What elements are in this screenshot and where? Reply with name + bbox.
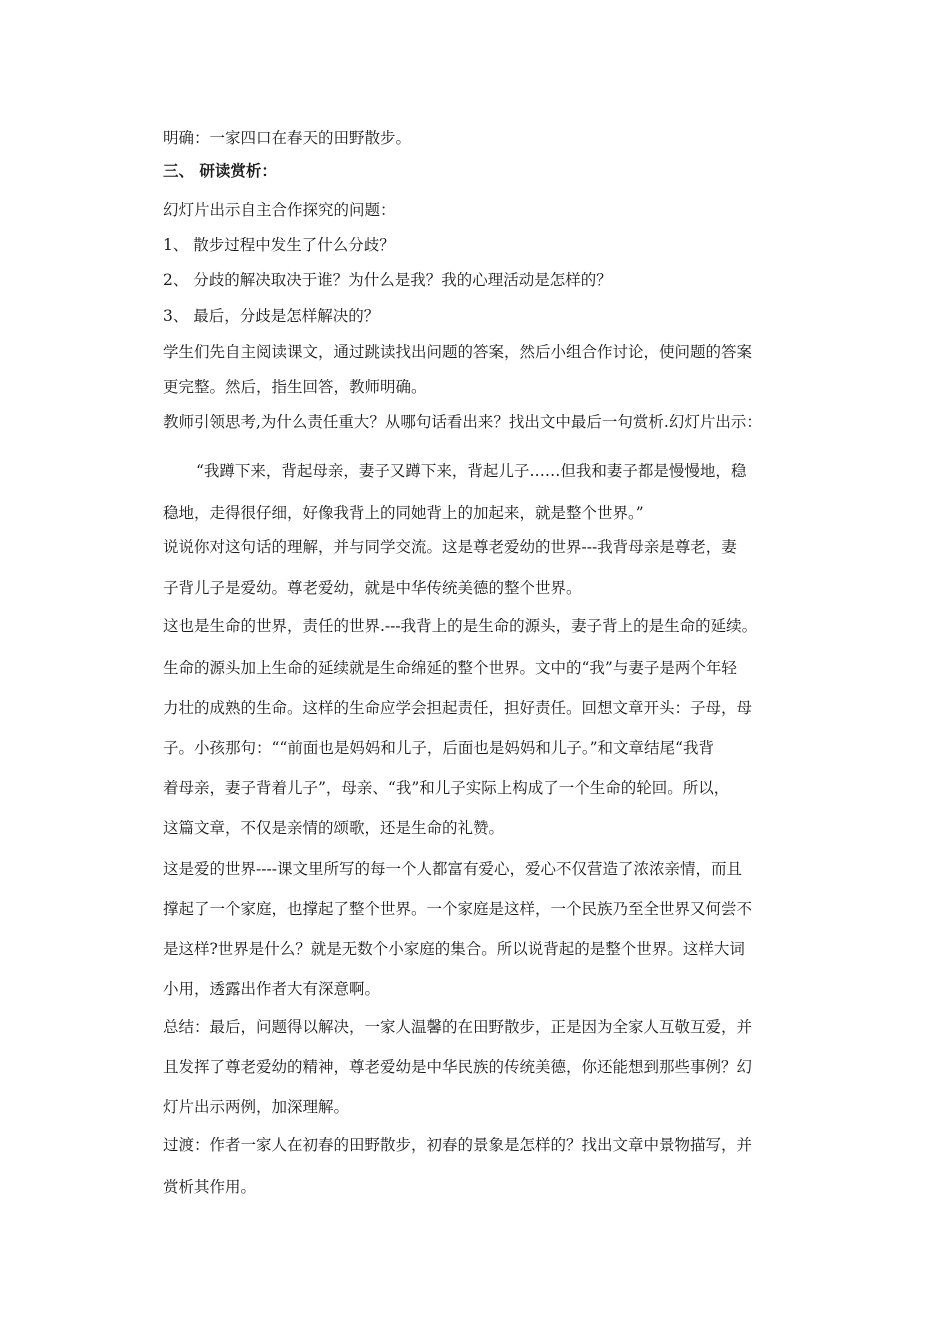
text-line: 力壮的成熟的生命。这样的生命应学会担起责任，担好责任。回想文章开头：子母，母 — [163, 699, 753, 717]
text-line: 这也是生命的世界，责任的世界.---我背上的是生命的源头，妻子背上的是生命的延续。 — [163, 617, 758, 635]
text-line: 说说你对这句话的理解，并与同学交流。这是尊老爱幼的世界---我背母亲是尊老，妻 — [163, 538, 737, 556]
text-line: 子。小孩那句：““前面也是妈妈和儿子，后面也是妈妈和儿子。”和文章结尾“我背 — [163, 739, 714, 757]
text-line: 学生们先自主阅读课文，通过跳读找出问题的答案，然后小组合作讨论，使问题的答案 — [163, 343, 753, 361]
quote-line: “我蹲下来，背起母亲，妻子又蹲下来，背起儿子……但我和妻子都是慢慢地，稳 — [196, 462, 747, 480]
text-line: 小用，透露出作者大有深意啊。 — [163, 980, 381, 998]
text-line: 过渡：作者一家人在初春的田野散步，初春的景象是怎样的？找出文章中景物描写，并 — [163, 1136, 753, 1154]
text-line: 子背儿子是爱幼。尊老爱幼，就是中华传统美德的整个世界。 — [163, 579, 582, 597]
text-line: 且发挥了尊老爱幼的精神，尊老爱幼是中华民族的传统美德，你还能想到那些事例？幻 — [163, 1058, 753, 1076]
text-line: 教师引领思考,为什么责任重大？从哪句话看出来？找出文中最后一句赏析.幻灯片出示： — [163, 413, 762, 431]
text-line: 灯片出示两例，加深理解。 — [163, 1098, 350, 1116]
text-line: 幻灯片出示自主合作探究的问题： — [163, 201, 396, 219]
list-item: 1、 散步过程中发生了什么分歧？ — [163, 236, 395, 254]
list-item: 3、 最后，分歧是怎样解决的？ — [163, 307, 380, 325]
text-line: 是这样?世界是什么？就是无数个小家庭的集合。所以说背起的是整个世界。这样大词 — [163, 940, 745, 958]
list-item: 2、 分歧的解决取决于谁？为什么是我？我的心理活动是怎样的？ — [163, 271, 612, 289]
text-line: 着母亲，妻子背着儿子”，母亲、“我”和儿子实际上构成了一个生命的轮回。所以， — [163, 779, 730, 797]
section-heading: 三、 研读赏析： — [163, 161, 277, 180]
text-line: 总结：最后，问题得以解决，一家人温馨的在田野散步，正是因为全家人互敬互爱，并 — [163, 1018, 753, 1036]
quote-line: 稳地，走得很仔细，好像我背上的同她背上的加起来，就是整个世界。” — [163, 504, 644, 522]
text-line: 赏析其作用。 — [163, 1178, 257, 1196]
text-line: 明确：一家四口在春天的田野散步。 — [163, 129, 412, 147]
text-line: 这是爱的世界----课文里所写的每一个人都富有爱心，爱心不仅营造了浓浓亲情，而且 — [163, 860, 742, 878]
text-line: 生命的源头加上生命的延续就是生命绵延的整个世界。文中的“我”与妻子是两个年轻 — [163, 659, 737, 677]
text-line: 这篇文章，不仅是亲情的颂歌，还是生命的礼赞。 — [163, 819, 505, 837]
text-line: 撑起了一个家庭，也撑起了整个世界。一个家庭是这样，一个民族乃至全世界又何尝不 — [163, 900, 753, 918]
text-line: 更完整。然后，指生回答，教师明确。 — [163, 378, 427, 396]
